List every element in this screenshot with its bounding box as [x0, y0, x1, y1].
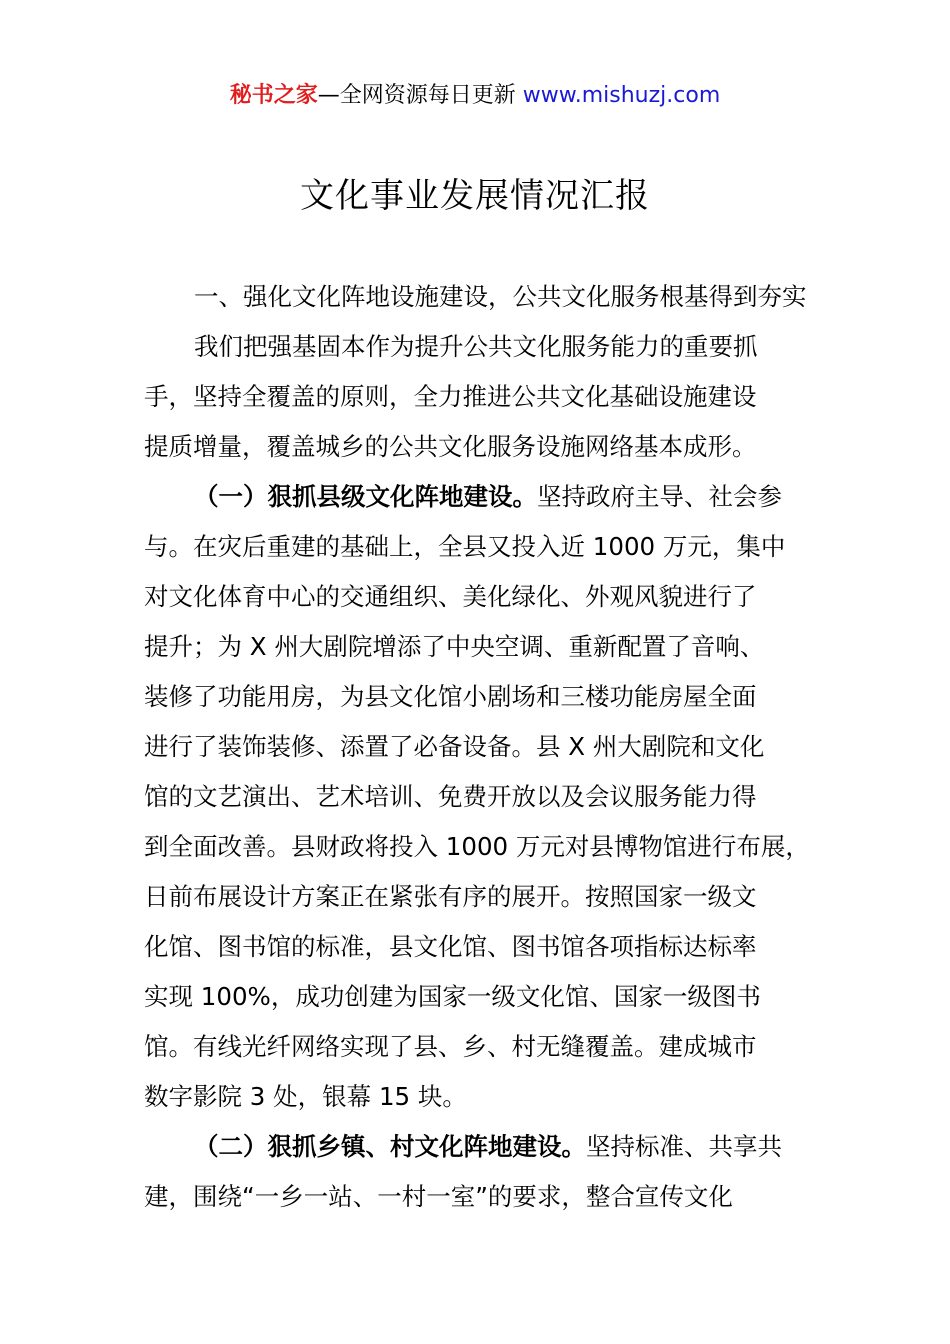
site-url[interactable]: www.mishuzj.com — [522, 83, 721, 108]
part2-first-line-text: 坚持标准、共享共 — [586, 1132, 782, 1161]
part1-line: 数字影院 3 处，银幕 15 块。 — [144, 1082, 467, 1111]
part1-line: 装修了功能用房，为县文化馆小剧场和三楼功能房屋全面 — [144, 682, 757, 711]
document-title: 文化事业发展情况汇报 — [300, 176, 650, 216]
part1-line: 化馆、图书馆的标准，县文化馆、图书馆各项指标达标率 — [144, 932, 757, 961]
section-heading: 一、强化文化阵地设施建设，公共文化服务根基得到夯实 — [194, 282, 807, 311]
part2-line: 建，围绕“一乡一站、一村一室”的要求，整合宣传文化 — [144, 1182, 733, 1211]
part1-line: 进行了装饰装修、添置了必备设备。县 X 州大剧院和文化 — [144, 732, 765, 761]
document-body — [144, 272, 812, 1222]
intro-line: 我们把强基固本作为提升公共文化服务能力的重要抓 — [194, 332, 758, 361]
part1-line: 馆。有线光纤网络实现了县、乡、村无缝覆盖。建成城市 — [144, 1032, 757, 1061]
part1-heading: （一）狠抓县级文化阵地建设。 — [194, 482, 537, 511]
part1-line: 到全面改善。县财政将投入 1000 万元对县博物馆进行布展， — [144, 832, 810, 861]
part1-first-line — [144, 472, 812, 522]
part2-first-line — [144, 1122, 812, 1172]
part2-heading: （二）狠抓乡镇、村文化阵地建设。 — [194, 1132, 586, 1161]
part1-line: 对文化体育中心的交通组织、美化绿化、外观风貌进行了 — [144, 582, 757, 611]
part1-line: 提升；为 X 州大剧院增添了中央空调、重新配置了音响、 — [144, 632, 765, 661]
part1-line: 与。在灾后重建的基础上，全县又投入近 1000 万元，集中 — [144, 532, 786, 561]
intro-line: 手，坚持全覆盖的原则，全力推进公共文化基础设施建设 — [144, 382, 757, 411]
part1-line: 馆的文艺演出、艺术培训、免费开放以及会议服务能力得 — [144, 782, 757, 811]
intro-line: 提质增量，覆盖城乡的公共文化服务设施网络基本成形。 — [144, 432, 757, 461]
site-header — [0, 80, 950, 112]
brand-name: 秘书之家 — [229, 83, 318, 108]
part1-line: 实现 100%，成功创建为国家一级文化馆、国家一级图书 — [144, 982, 761, 1011]
header-slogan: —全网资源每日更新 — [317, 83, 523, 108]
part1-line: 日前布展设计方案正在紧张有序的展开。按照国家一级文 — [144, 882, 757, 911]
part1-first-line-text: 坚持政府主导、社会参 — [537, 482, 782, 511]
